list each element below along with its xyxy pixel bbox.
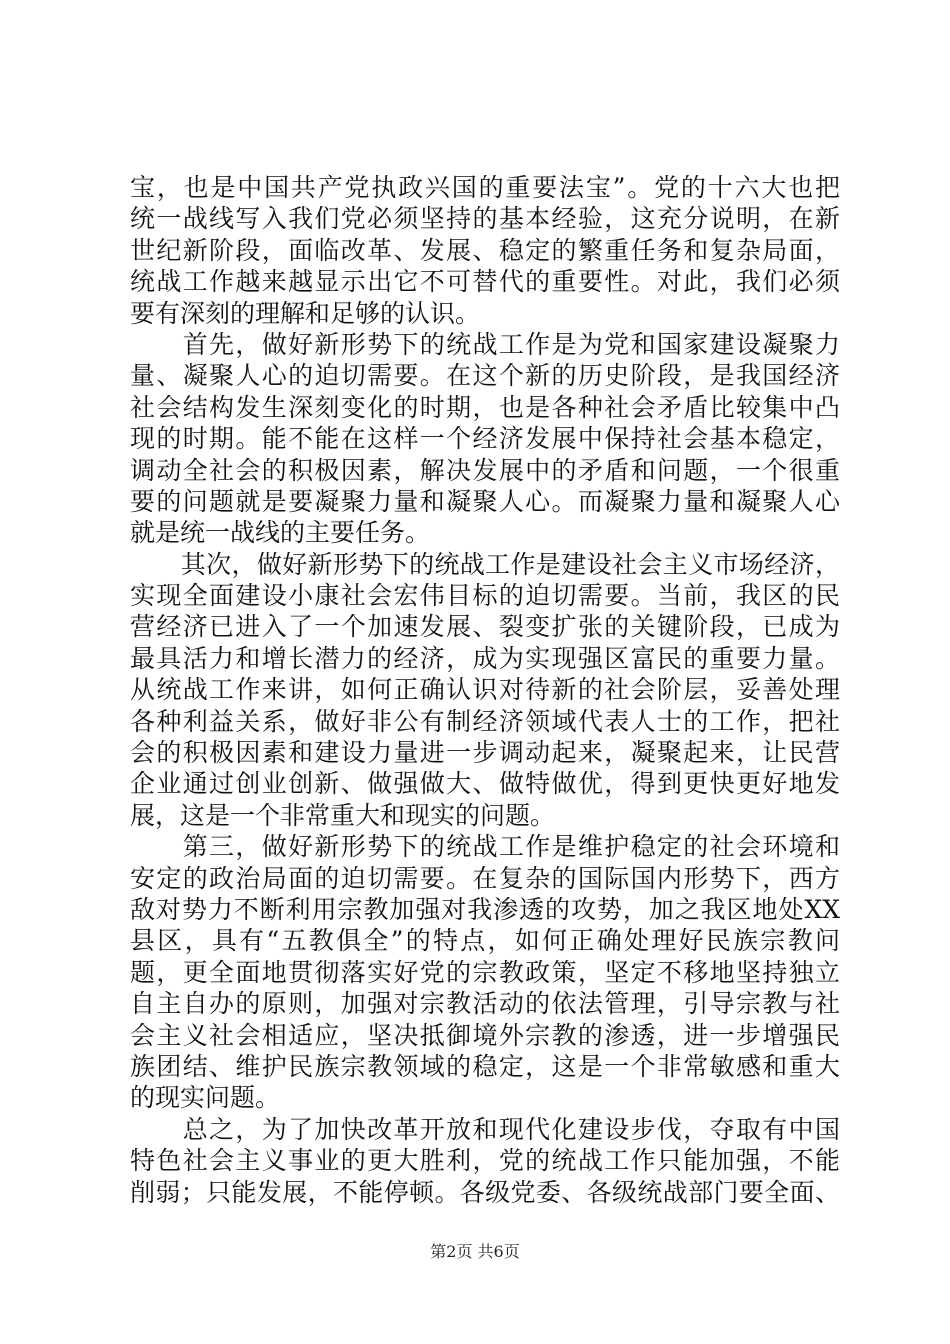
text-line: 实现全面建设小康社会宏伟目标的迫切需要。当前，我区的民 [130,581,840,611]
text-line: 世纪新阶段，面临改革、发展、稳定的繁重任务和复杂局面， [130,235,840,265]
text-line: 要的问题就是要凝聚力量和凝聚人心。而凝聚力量和凝聚人心 [130,486,840,516]
text-line: 题，更全面地贯彻落实好党的宗教政策，坚定不移地坚持独立 [130,957,840,987]
text-line: 展，这是一个非常重大和现实的问题。 [130,800,556,830]
page-footer: 第2页 共6页 [430,1242,520,1261]
text-line: 安定的政治局面的迫切需要。在复杂的国际国内形势下，西方 [130,863,840,893]
text-line: 会主义社会相适应，坚决抵御境外宗教的渗透，进一步增强民 [130,1020,840,1050]
text-line: 总之，为了加快改革开放和现代化建设步伐，夺取有中国 [130,1114,840,1144]
text-line: 敌对势力不断利用宗教加强对我渗透的攻势，加之我区地处XX [130,894,840,924]
text-line: 调动全社会的积极因素，解决发展中的矛盾和问题，一个很重 [130,455,840,485]
text-line: 削弱；只能发展，不能停顿。各级党委、各级统战部门要全面、 [130,1177,840,1207]
text-line: 最具活力和增长潜力的经济，成为实现强区富民的重要力量。 [130,643,840,673]
text-line: 其次，做好新形势下的统战工作是建设社会主义市场经济， [130,549,840,579]
text-line: 就是统一战线的主要任务。 [130,518,431,548]
text-line: 族团结、维护民族宗教领域的稳定，这是一个非常敏感和重大 [130,1051,840,1081]
text-line: 企业通过创业创新、做强做大、做特做优，得到更快更好地发 [130,769,840,799]
text-line: 县区，具有“五教俱全”的特点，如何正确处理好民族宗教问 [130,926,840,956]
text-line: 的现实问题。 [130,1083,281,1113]
text-line: 要有深刻的理解和足够的认识。 [130,298,481,328]
text-line: 各种利益关系，做好非公有制经济领域代表人士的工作，把社 [130,706,840,736]
text-line: 首先，做好新形势下的统战工作是为党和国家建设凝聚力 [130,329,840,359]
body-text [130,172,840,1208]
text-line: 会的积极因素和建设力量进一步调动起来，凝聚起来，让民营 [130,738,840,768]
text-line: 第三，做好新形势下的统战工作是维护稳定的社会环境和 [130,832,840,862]
text-line: 统一战线写入我们党必须坚持的基本经验，这充分说明，在新 [130,204,840,234]
text-line: 宝，也是中国共产党执政兴国的重要法宝”。党的十六大也把 [130,173,840,202]
text-line: 社会结构发生深刻变化的时期，也是各种社会矛盾比较集中凸 [130,392,840,422]
text-line: 统战工作越来越显示出它不可替代的重要性。对此，我们必须 [130,267,840,297]
text-line: 自主自办的原则，加强对宗教活动的依法管理，引导宗教与社 [130,989,840,1019]
text-line: 营经济已进入了一个加速发展、裂变扩张的关键阶段，已成为 [130,612,840,642]
text-line: 从统战工作来讲，如何正确认识对待新的社会阶层，妥善处理 [130,675,840,705]
text-line: 现的时期。能不能在这样一个经济发展中保持社会基本稳定， [130,424,840,454]
text-line: 特色社会主义事业的更大胜利，党的统战工作只能加强，不能 [130,1146,840,1176]
text-line: 量、凝聚人心的迫切需要。在这个新的历史阶段，是我国经济 [130,361,840,391]
